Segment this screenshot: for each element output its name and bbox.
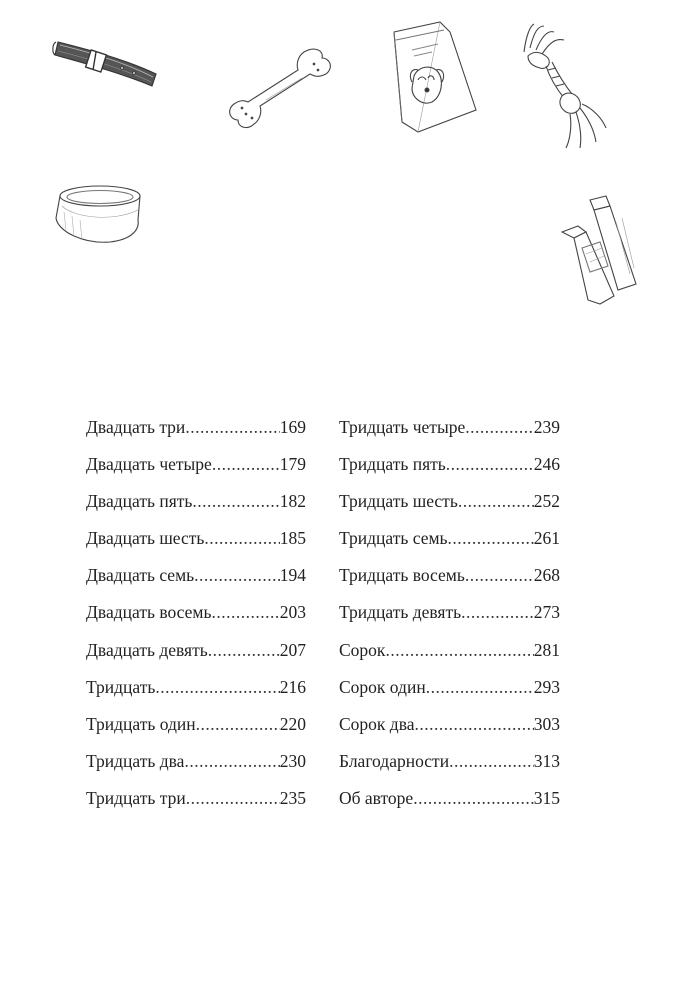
toc-entry: Двадцать три ..... 169 xyxy=(86,416,306,453)
toc-entry: Двадцать семь ..... 194 xyxy=(86,564,306,601)
toc-entry: Об авторе ..... 315 xyxy=(339,787,560,824)
toc-column-left xyxy=(86,416,306,824)
toc-entry: Тридцать семь ..... 261 xyxy=(339,527,560,564)
toc-entry: Тридцать два ..... 230 xyxy=(86,750,306,787)
toc-entry: Двадцать восемь ..... 203 xyxy=(86,601,306,638)
toc-entry: Тридцать три ..... 235 xyxy=(86,787,306,824)
table-of-contents xyxy=(86,416,566,816)
toc-entry: Тридцать шесть ..... 252 xyxy=(339,490,560,527)
toc-entry: Сорок два ..... 303 xyxy=(339,713,560,750)
toc-entry: Сорок ..... 281 xyxy=(339,639,560,676)
rope-toy-icon xyxy=(520,22,610,152)
toc-column-right xyxy=(339,416,560,824)
toc-entry: Двадцать девять ..... 207 xyxy=(86,639,306,676)
toc-entry: Сорок один ..... 293 xyxy=(339,676,560,713)
toc-entry: Двадцать пять ..... 182 xyxy=(86,490,306,527)
toc-entry: Двадцать четыре ..... 179 xyxy=(86,453,306,490)
dog-collar-icon xyxy=(52,28,162,90)
toc-entry: Тридцать пять ..... 246 xyxy=(339,453,560,490)
toc-entry: Тридцать девять ..... 273 xyxy=(339,601,560,638)
dog-bowl-icon xyxy=(54,180,144,250)
toc-entry: Тридцать один ..... 220 xyxy=(86,713,306,750)
shampoo-bottles-icon xyxy=(556,192,646,308)
toc-entry: Благодарности ..... 313 xyxy=(339,750,560,787)
dog-bone-icon xyxy=(226,44,338,138)
toc-entry: Тридцать ..... 216 xyxy=(86,676,306,713)
toc-entry: Тридцать восемь ..... 268 xyxy=(339,564,560,601)
toc-entry: Двадцать шесть ..... 185 xyxy=(86,527,306,564)
toc-entry: Тридцать четыре ..... 239 xyxy=(339,416,560,453)
dog-food-bag-icon xyxy=(388,18,484,138)
